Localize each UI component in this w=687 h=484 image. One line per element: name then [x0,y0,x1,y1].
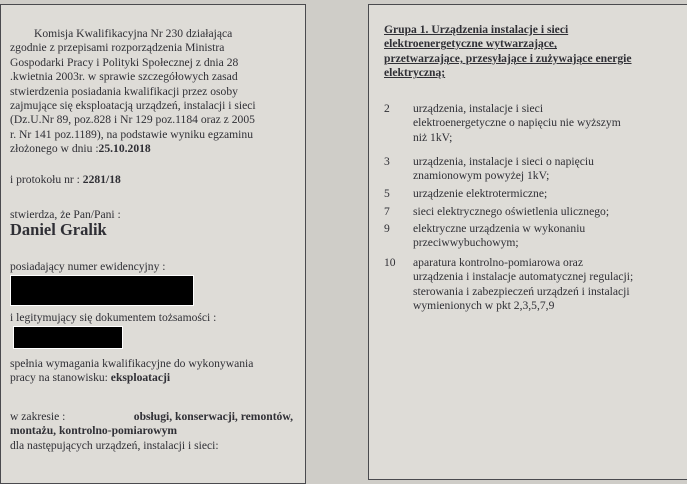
item-line: przeciwwybuchowym; [413,236,519,250]
exam-date-line [10,142,293,156]
intro-line: .kwietnia 2003r. w sprawie szczegółowych zasad [10,70,238,84]
intro-line: zgodnie z przepisami rozporządzenia Ministra [10,41,225,55]
item-number: 10 [384,256,396,269]
protocol-line [10,173,293,187]
item-line: niż 1kV; [413,130,453,144]
intro-paragraph [10,27,293,157]
item-line: elektroenergetyczne o napięciu nie wyższym [413,116,621,130]
group-title-line: Grupa 1. Urządzenia instalacje i sieci [384,23,569,36]
intro-line: Komisja Kwalifikacyjna Nr 230 działająca [34,27,233,40]
protocol-number: 2281/18 [82,173,121,186]
certificate-right-page [368,4,687,480]
exam-date-label: złożonego w dniu : [10,142,99,156]
requirements-line: pracy na stanowisku: [10,371,108,385]
person-name: Daniel Gralik [10,220,107,239]
protocol-label: i protokołu nr : [10,173,80,186]
requirements-paragraph [10,357,293,386]
item-line: sterowania i zabezpieczeń urządzeń i instalacji [413,284,630,298]
item-line: urządzenia, instalacje i sieci [413,102,544,115]
item-number: 9 [384,222,390,235]
item-line: aparatura kontrolno-pomiarowa oraz [413,256,583,269]
item-number: 2 [384,102,390,115]
certifies-text: stwierdza, że Pan/Pani : [10,208,121,221]
intro-line: r. Nr 141 poz.1189), na podstawie wyniku egzaminu [10,127,253,141]
intro-line: Gospodarki Pracy i Polityki Społecznej z dnia 28 [10,55,239,69]
id-number-redaction [10,275,194,306]
intro-line: stwierdzenia posiadania kwalifikacji przez osoby [10,84,238,98]
item-line: urządzenia, instalacje i sieci o napięciu [413,155,594,168]
scope-line: montażu, kontrolno-pomiarowym [10,424,178,438]
intro-line: zajmujące się eksploatacją urządzeń, instalacji i sieci [10,99,256,113]
scope-prefix: w zakresie : [10,410,66,423]
document-redaction [13,326,123,349]
group-title-line: elektroenergetyczne wytwarzające, [384,37,557,51]
item-line: urządzenia i instalacje automatycznej regulacji; [413,270,634,284]
requirements-line: spełnia wymagania kwalifikacyjne do wykonywania [10,357,254,370]
scope-line: obsługi, konserwacji, remontów, [133,410,293,423]
item-number: 5 [384,187,390,200]
group-title-line: elektryczną; [384,66,446,80]
scope-paragraph [10,410,293,453]
intro-line: (Dz.U.Nr 89, poz.828 i Nr 129 poz.1184 oraz z 2005 [10,113,255,127]
item-line: znamionowym powyżej 1kV; [413,169,550,183]
item-line: elektryczne urządzenia w wykonaniu [413,222,586,235]
scope-line: dla następujących urządzeń, instalacji i sieci: [10,438,219,452]
position-value: eksploatacji [110,371,171,385]
document-label: i legitymujący się dokumentem tożsamości : [10,311,217,324]
item-line: sieci elektrycznego oświetlenia ulicznego; [413,205,610,218]
id-number-label: posiadający numer ewidencyjny : [10,260,166,273]
exam-date: 25.10.2018 [98,142,151,156]
item-line: wymienionych w pkt 2,3,5,7,9 [413,299,555,313]
group-title [384,23,676,81]
item-number: 3 [384,155,390,168]
item-line: urządzenie elektrotermiczne; [413,187,548,200]
certificate-left-page [0,4,306,484]
group-title-line: przetwarzające, przesyłające i zużywające energie [384,51,632,65]
item-number: 7 [384,205,390,218]
